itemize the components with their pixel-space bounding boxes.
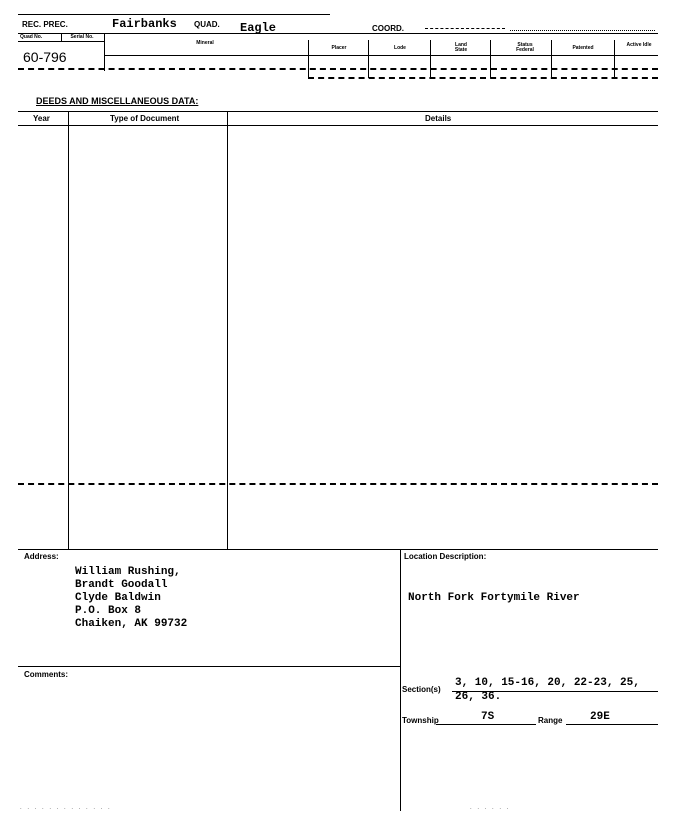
lode-header: Lode (394, 45, 406, 51)
deeds-header-rule (18, 125, 658, 126)
location-value: North Fork Fortymile River (408, 592, 580, 604)
quad-header-rule (18, 41, 104, 42)
lower-divider (400, 549, 401, 811)
active-idle-header: Active Idle (626, 42, 652, 48)
col-div-status (490, 40, 491, 78)
deeds-title: DEEDS AND MISCELLANEOUS DATA: (36, 96, 199, 106)
location-label: Location Description: (404, 552, 487, 561)
range-value: 29E (590, 711, 610, 723)
address-block (75, 566, 187, 631)
col-div-placer (308, 40, 309, 78)
scan-noise: . . . . . . . . . . . . . (20, 805, 112, 811)
range-rule (566, 724, 658, 725)
patented-header: Patented (572, 45, 594, 51)
rec-prec-value: Fairbanks (112, 17, 177, 31)
address-line: P.O. Box 8 (75, 605, 142, 617)
year-header: Year (33, 114, 50, 123)
details-header: Details (425, 114, 452, 123)
land-state-header: Land State (454, 42, 468, 53)
col-div-lode (368, 40, 369, 78)
address-line: Clyde Baldwin (75, 592, 161, 604)
placer-header: Placer (331, 45, 347, 51)
address-label: Address: (24, 552, 59, 561)
township-rule (436, 724, 536, 725)
address-line: Brandt Goodall (75, 579, 168, 591)
col-div-patented (551, 40, 552, 78)
range-label: Range (538, 716, 563, 725)
coord-dash (425, 28, 505, 29)
quad-no-value: 60-796 (23, 49, 67, 65)
status-federal-header: Status Federal (516, 42, 534, 53)
address-top-rule (18, 549, 658, 550)
quad-no-header: Quad No. (20, 34, 43, 40)
deeds-top-rule (18, 111, 658, 112)
rec-prec-label: REC. PREC. (22, 20, 68, 29)
address-line: William Rushing, (75, 566, 181, 578)
col-div-serial-top (61, 33, 62, 41)
record-dash-rule-2 (308, 77, 658, 79)
quad-label: QUAD. (194, 20, 220, 29)
type-of-document-header: Type of Document (110, 114, 180, 123)
columns-rule (104, 55, 658, 56)
col-div-active (614, 40, 615, 78)
coord-label: COORD. (372, 24, 404, 33)
township-label: Township (402, 716, 439, 725)
sections-label: Section(s) (402, 685, 441, 694)
coord-dots (510, 30, 655, 31)
top-rule (18, 14, 330, 15)
township-value: 7S (481, 711, 495, 723)
comments-top-rule (18, 666, 400, 667)
record-dash-rule (18, 68, 658, 70)
sections-value-line1: 3, 10, 15-16, 20, 22-23, 25, (455, 677, 640, 689)
col-div-land (430, 40, 431, 78)
sections-value-line2: 26, 36. (455, 691, 502, 703)
scan-noise: . . . . . . (470, 805, 511, 811)
col-div-mineral (104, 33, 105, 71)
serial-no-header: Serial No. (70, 34, 94, 40)
comments-label: Comments: (24, 670, 69, 679)
deeds-dash-rule (18, 483, 658, 485)
header-rule (18, 33, 658, 34)
address-line: Chaiken, AK 99732 (75, 618, 188, 630)
mineral-header: Mineral (196, 40, 214, 46)
quad-value: Eagle (240, 21, 277, 35)
